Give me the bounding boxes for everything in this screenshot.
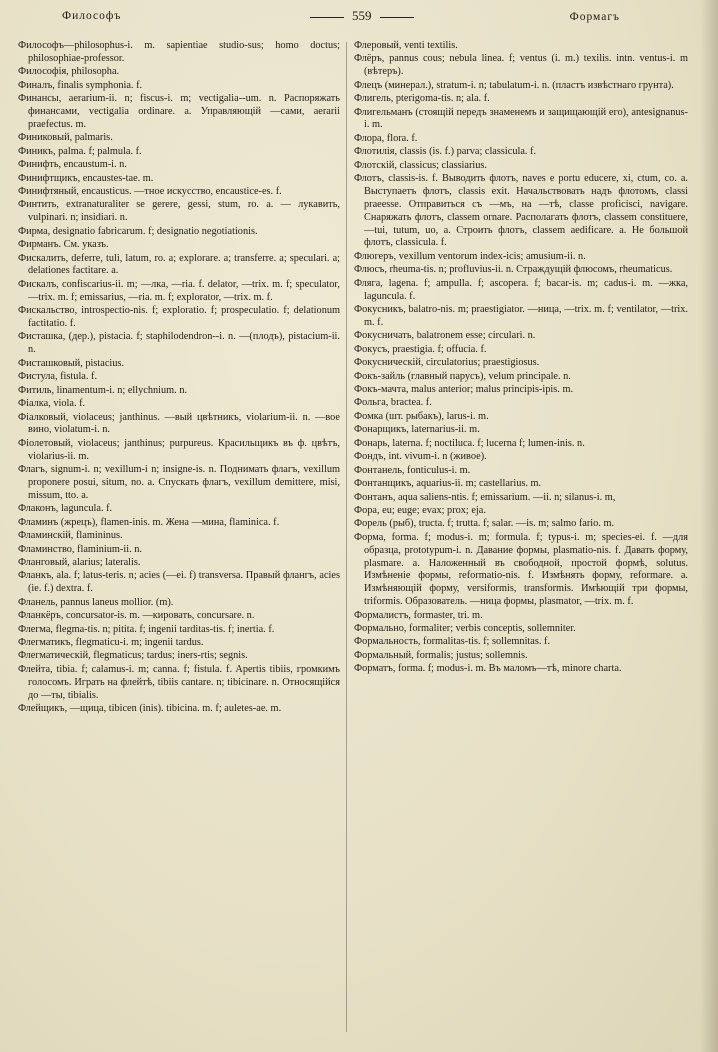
dictionary-entry: Фондъ, int. vivum-i. n (живое). — [354, 451, 487, 463]
dictionary-entry: Флейта, tibia. f; calamus-i. m; canna. f; fistula. f. Apertis tibiis, громкимъ голосомъ. Играть на флейтѣ, tibiis cantare. n; tibicinare. n. Относящійся до —ты, tibialis. — [18, 663, 340, 701]
dictionary-entry: Флегматическій, flegmaticus; tardus; iners-rtis; segnis. — [18, 650, 248, 662]
page-number: 559 — [352, 8, 372, 23]
dictionary-entry: Фламинство, flaminium-ii. n. — [18, 543, 142, 555]
dictionary-entry: Флигель, pterigoma-tis. n; ala. f. — [354, 93, 490, 105]
dictionary-entry: Фокусъ, praestigia. f; offucia. f. — [354, 343, 487, 355]
dictionary-entry: Финиковый, palmaris. — [18, 132, 113, 144]
dictionary-entry: Фирманъ. См. указъ. — [18, 239, 109, 251]
dictionary-entry: Флегматикъ, flegmaticu-i. m; ingenii tardus. — [18, 636, 204, 648]
dictionary-entry: Фонарщикъ, laternarius-ii. m. — [354, 424, 480, 436]
dictionary-entry: Финансы, aerarium-ii. n; fiscus-i. m; vectigalia--um. n. Распоряжать финансами, vectigalia ordinare. a. Управляющій —сами, aerarii praefectus. m. — [18, 93, 340, 130]
page-number-block — [302, 8, 422, 24]
dictionary-entry: Флюгеръ, vexillum ventorum index-icis; amusium-ii. n. — [354, 250, 586, 262]
dictionary-entry: Фонтанель, fonticulus-i. m. — [354, 464, 471, 476]
dictionary-entry: Фіалка, viola. f. — [18, 398, 86, 410]
dictionary-entry: Флотилія, classis (is. f.) parva; classicula. f. — [354, 146, 537, 158]
dictionary-entry: Фіолетовый, violaceus; janthinus; purpureus. Красильщикъ въ ф. цвѣтъ, violarius-ii. m. — [18, 437, 340, 462]
dictionary-entry: Фокусничать, balatronem esse; circulari. n. — [354, 330, 536, 342]
dictionary-entry: Фирма, designatio fabricarum. f; designatio negotiationis. — [18, 225, 258, 237]
dictionary-entry: Фистула, fistula. f. — [18, 371, 98, 383]
dictionary-entry: Флотъ, classis-is. f. Выводить флотъ, naves e portu educere, xi, ctum, co. a. Выступаетъ флотъ, classis exit. Начальствовать надъ флотомъ, classi praeesse. Отправиться съ —мъ, на —тѣ, classe proficisci, navigare. Снаряжать флотъ, classem ornare. Располагать флотъ, classem constituere, —tui, tutum, uo, a. Строить флотъ, classem aedificare. a. Не большой флотъ, classicula. f. — [354, 173, 688, 249]
dictionary-entry: Флейщикъ, —щица, tibicen (inis). tibicina. m. f; auletes-ae. m. — [18, 702, 282, 714]
dictionary-entry: Формальность, formalitas-tis. f; sollemnitas. f. — [354, 636, 551, 648]
dictionary-entry: Форматъ, forma. f; modus-i. m. Въ маломъ—тѣ, minore charta. — [354, 663, 622, 675]
dictionary-entry: Форель (рыб), tructa. f; trutta. f; salar. —is. m; salmo fario. m. — [354, 518, 615, 530]
dictionary-entry: Формально, formaliter; verbis conceptis, sollemniter. — [354, 622, 576, 634]
dictionary-entry: Финифть, encaustum-i. n. — [18, 159, 127, 171]
dictionary-entry: Флёръ, pannus cous; nebula linea. f; ventus (i. m.) texilis. intn. ventus-i. m (вѣтеръ). — [354, 53, 688, 78]
dictionary-entry: Фискальство, introspectio-nis. f; exploratio. f; prospeculatio. f; delationum factitatio. f. — [18, 305, 340, 330]
dictionary-entry: Фискалъ, confiscarius-ii. m; —лка, —ria. f. delator, —trix. m. f; speculator, —trix. m. f; emissarius, —ria. m. f; explorator, —trix. m. f. — [18, 278, 340, 303]
left-column — [18, 40, 340, 716]
dictionary-entry: Фокусникъ, balatro-nis. m; praestigiator. —ница, —trix. m. f; ventilator, —trix. m. f. — [354, 304, 688, 328]
dictionary-entry: Фисташка, (дер.), pistacia. f; staphilodendron--i. n. —(плодъ), pistacium-ii. n. — [18, 331, 340, 356]
dictionary-entry: Философъ—philosophus-i. m. sapientiae studio-sus; homo doctus; philosophiae-professor. — [18, 40, 340, 64]
dictionary-entry: Финифтщикъ, encaustes-tae. m. — [18, 172, 154, 184]
dictionary-entry: Финифтяный, encausticus. —тное искусство, encausticе-es. f. — [18, 186, 282, 198]
dictionary-entry: Флюсъ, rheuma-tis. n; profluvius-ii. n. Страждущій флюсомъ, rheumaticus. — [354, 264, 673, 276]
dictionary-entry: Фокъ-мачта, malus anterior; malus principis-ipis. m. — [354, 384, 574, 396]
dictionary-entry: Флецъ (минерал.), stratum-i. n; tabulatum-i. n. (пластъ извѣстнаго грунта). — [354, 79, 674, 91]
dictionary-entry: Финтить, extranaturaliter se gerere, gessi, stum, ro. a. — лукавить, vulpinari. n; insidiari. n. — [18, 199, 340, 224]
dictionary-entry: Флагъ, signum-i. n; vexillum-i n; insigne-is. n. Поднимать флагъ, vexillum proponere posui, situm, no. a. Спускать флагъ, vexillum demittere, misi, missum, tto. a. — [18, 464, 340, 501]
page-header — [20, 8, 698, 30]
dictionary-entry: Фланговый, alarius; lateralis. — [18, 556, 141, 568]
dictionary-entry: Фокъ-зайль (главный парусъ), velum principale. n. — [354, 370, 571, 382]
dictionary-entry: Фискалить, deferre, tuli, latum, ro. a; explorare. a; transferre. a; speculari. a; delationes factitare. a. — [18, 252, 340, 277]
dictionary-entry: Фисташковый, pistacius. — [18, 357, 125, 369]
dictionary-entry: Флигельманъ (стоящій передъ знаменемъ и защищающій его), antesignanus-i. m. — [354, 106, 688, 131]
dictionary-entry: Фланкёръ, concursator-is. m. —кировать, concursare. n. — [18, 610, 255, 622]
dictionary-entry: Формальный, formalis; justus; sollemnis. — [354, 649, 528, 661]
dictionary-entry: Фіалковый, violaceus; janthinus. —вый цвѣтникъ, violarium-ii. n. —вое вино, violatum-i. n. — [18, 411, 340, 436]
dictionary-entry: Фокусническій, circulatorius; praestigiosus. — [354, 357, 540, 369]
dictionary-entry: Формалистъ, formaster, tri. m. — [354, 609, 483, 621]
dictionary-entry: Флаконъ, laguncula. f. — [18, 503, 113, 515]
right-column — [354, 40, 688, 677]
dictionary-entry: Фонтанщикъ, aquarius-ii. m; castellarius. m. — [354, 478, 542, 490]
dictionary-entry: Фомка (шт. рыбакъ), larus-i. m. — [354, 410, 489, 422]
dictionary-entry: Флотскій, classicus; classiarius. — [354, 159, 487, 171]
dictionary-entry: Фламинъ (жрецъ), flamen-inis. m. Жена —мина, flaminica. f. — [18, 516, 280, 528]
running-head-left: Философъ — [62, 10, 122, 22]
dictionary-entry: Фланкъ, ala. f; latus-teris. n; acies (—ei. f) transversa. Правый флангъ, acies (ie. f.) dextra. f. — [18, 570, 340, 595]
dictionary-entry: Флегма, flegma-tis. n; pitita. f; ingenii tarditas-tis. f; inertia. f. — [18, 623, 275, 635]
dictionary-entry: Финикъ, palma. f; palmula. f. — [18, 145, 142, 157]
dictionary-entry: Фляга, lagena. f; ampulla. f; ascopera. f; bacar-is. m; cadus-i. m. —жка, laguncula. f. — [354, 277, 688, 302]
dictionary-entry: Фитиль, linamentum-i. n; ellychnium. n. — [18, 384, 188, 396]
dictionary-entry: Фольга, bractea. f. — [354, 397, 432, 409]
running-head-right: Формагъ — [569, 11, 620, 23]
dictionary-entry: Фонарь, laterna. f; noctiluca. f; lucerna f; lumen-inis. n. — [354, 437, 585, 449]
column-divider — [346, 42, 347, 1032]
dictionary-entry: Философія, philosopha. — [18, 66, 120, 78]
dictionary-entry: Флора, flora. f. — [354, 132, 418, 144]
dictionary-entry: Фланель, pannus laneus mollior. (m). — [18, 596, 174, 608]
page-edge-shadow — [700, 0, 718, 1052]
dictionary-entry: Форма, forma. f; modus-i. m; formula. f; typus-i. m; species-ei. f. —для образца, prototypum-i. n. Давание формы, plasmatio-nis. f. Давать форму, plasmare. a. Наложенный въ свободной, простой формѣ, solutus. Измѣненіе формы, reformatio-nis. f. Измѣнять форму, reformare. a. Измѣняющій форму, versiformis, transformis. Имѣющій три формы, triformis. Образователь. —ница формы, plasmator, —trix. m. f. — [354, 531, 688, 608]
dictionary-entry: Флеровый, venti textilis. — [354, 40, 458, 51]
dictionary-entry: Фламинскій, flamininus. — [18, 530, 123, 542]
dictionary-entry: Финалъ, finalis symphonia. f. — [18, 79, 143, 91]
dictionary-entry: Фонтанъ, aqua saliens-ntis. f; emissarium. —ii. n; silanus-i. m, — [354, 491, 616, 503]
dictionary-entry: Фора, eu; euge; evax; prox; eja. — [354, 504, 486, 516]
